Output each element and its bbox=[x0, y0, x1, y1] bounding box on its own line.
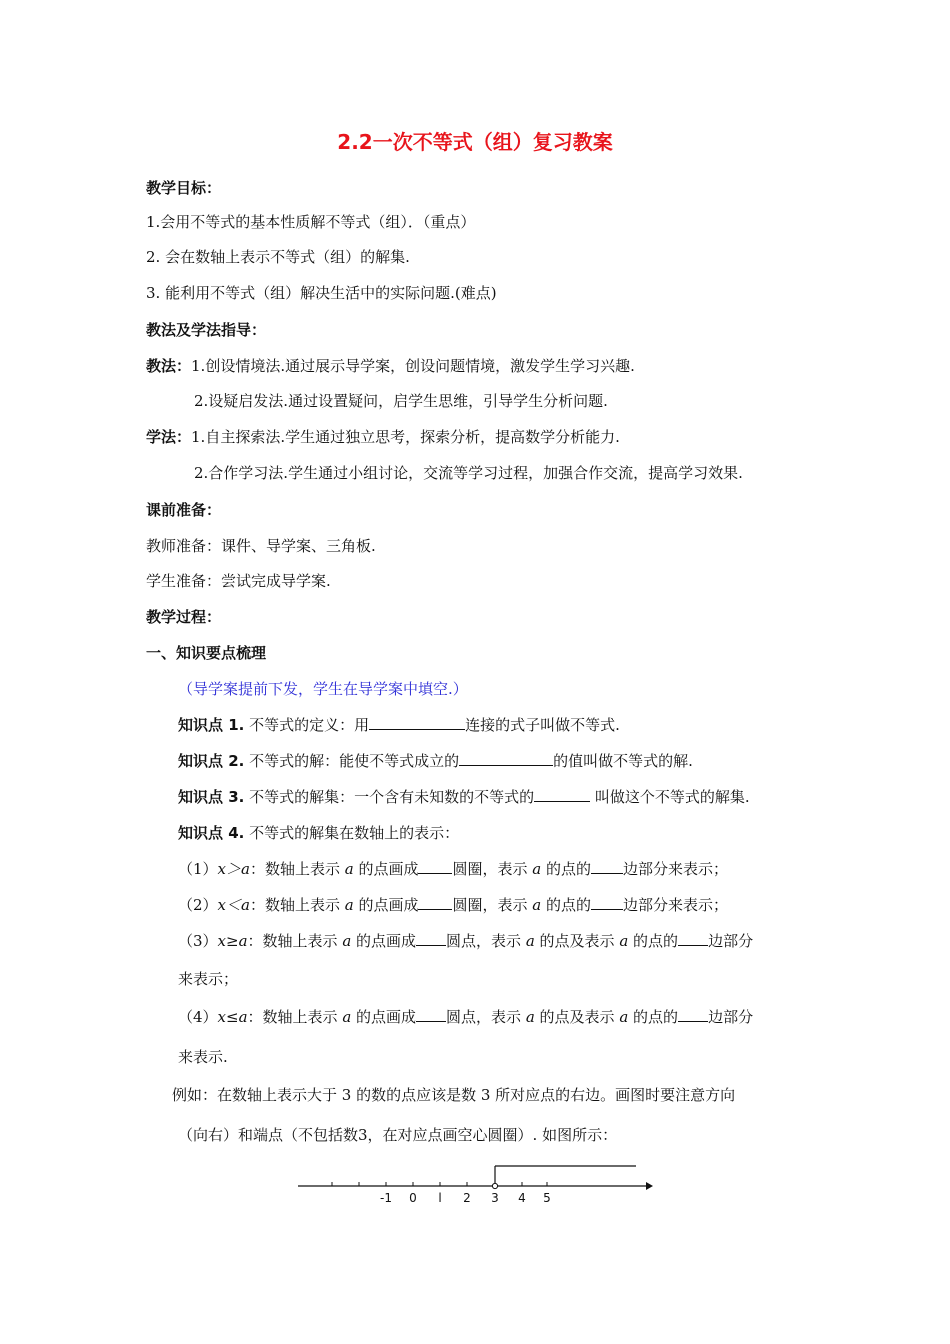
case-text: 边部分 bbox=[708, 1008, 754, 1026]
knowledge-point-2 bbox=[178, 750, 693, 772]
fill-blank bbox=[416, 931, 446, 946]
teacher-prep: 教师准备：课件、导学案、三角板. bbox=[146, 537, 376, 555]
case-relation: x≤a bbox=[217, 1008, 248, 1026]
teach-method-1 bbox=[146, 355, 635, 377]
kp-text: 叫做这个不等式的解集. bbox=[590, 788, 750, 806]
student-prep: 学生准备：尝试完成导学案. bbox=[146, 572, 331, 590]
note-text: （导学案提前下发，学生在导学案中填空.） bbox=[178, 680, 468, 698]
learn-label: 学法： bbox=[146, 428, 192, 446]
case-text: ：数轴上表示 bbox=[247, 1008, 343, 1026]
var-a: a bbox=[525, 1008, 535, 1026]
knowledge-point-1 bbox=[178, 714, 620, 736]
tick-labels bbox=[380, 1191, 551, 1205]
case-3-tail: 来表示； bbox=[178, 970, 239, 988]
case-4 bbox=[178, 1006, 753, 1028]
tick-label: l bbox=[438, 1191, 442, 1205]
kp-text: 不等式的解：能使不等式成立的 bbox=[249, 752, 460, 770]
kp-text: 的值叫做不等式的解. bbox=[553, 752, 693, 770]
case-text: 的点画成 bbox=[353, 860, 419, 878]
case-text: 边部分来表示； bbox=[622, 896, 728, 914]
teach-method-2: 2.设疑启发法.通过设置疑问，启学生思维，引导学生分析问题. bbox=[194, 392, 608, 410]
case-relation: x≥a bbox=[217, 932, 248, 950]
case-text: 的点的 bbox=[541, 860, 591, 878]
kp-text: 不等式的解集在数轴上的表示： bbox=[249, 824, 460, 842]
case-3 bbox=[178, 930, 753, 952]
case-text: 圆圈，表示 bbox=[452, 860, 533, 878]
learn-method-2: 2.合作学习法.学生通过小组讨论，交流等学习过程，加强合作交流，提高学习效果. bbox=[194, 464, 743, 482]
case-text: 的点的 bbox=[541, 896, 591, 914]
kp-label: 知识点 3. bbox=[178, 788, 245, 806]
learn-method-1 bbox=[146, 426, 620, 448]
tick-label: 5 bbox=[543, 1191, 551, 1205]
case-2 bbox=[178, 894, 728, 916]
case-num: （4） bbox=[178, 1008, 218, 1026]
kp-label: 知识点 2. bbox=[178, 752, 245, 770]
arrow-right-icon bbox=[646, 1182, 653, 1190]
case-num: （2） bbox=[178, 896, 218, 914]
var-a: a bbox=[344, 896, 354, 914]
var-a: a bbox=[532, 860, 542, 878]
case-text: 的点的 bbox=[628, 1008, 679, 1026]
number-line-figure bbox=[296, 1158, 656, 1208]
var-a: a bbox=[342, 932, 352, 950]
var-a: a bbox=[619, 932, 629, 950]
open-point-3 bbox=[492, 1183, 497, 1188]
case-1 bbox=[178, 858, 728, 880]
tick-label: -1 bbox=[380, 1191, 392, 1205]
fill-blank bbox=[459, 751, 553, 766]
var-a: a bbox=[344, 860, 354, 878]
var-a: a bbox=[342, 1008, 352, 1026]
kp-label: 知识点 1. bbox=[178, 716, 245, 734]
methods-heading: 教法及学法指导： bbox=[146, 321, 267, 339]
teach-label: 教法： bbox=[146, 357, 192, 375]
tick-label: 3 bbox=[491, 1191, 499, 1205]
case-text: 圆圈，表示 bbox=[452, 896, 533, 914]
fill-blank bbox=[591, 859, 623, 874]
case-text: 的点画成 bbox=[351, 932, 417, 950]
prep-heading: 课前准备： bbox=[146, 501, 222, 519]
case-text: 的点画成 bbox=[353, 896, 419, 914]
case-text: ：数轴上表示 bbox=[249, 896, 345, 914]
fill-blank bbox=[418, 895, 452, 910]
case-text: 的点及表示 bbox=[534, 932, 620, 950]
fill-blank bbox=[678, 931, 708, 946]
fill-blank bbox=[369, 715, 465, 730]
var-a: a bbox=[619, 1008, 629, 1026]
case-num: （1） bbox=[178, 860, 218, 878]
fill-blank bbox=[534, 787, 590, 802]
var-a: a bbox=[532, 896, 542, 914]
kp-text: 连接的式子叫做不等式. bbox=[465, 716, 620, 734]
example-line-2: （向右）和端点（不包括数3，在对应点画空心圆圈）. 如图所示： bbox=[178, 1126, 618, 1144]
case-text: 边部分来表示； bbox=[622, 860, 728, 878]
knowledge-point-4 bbox=[178, 822, 459, 844]
case-text: 圆点，表示 bbox=[446, 1008, 526, 1026]
fill-blank bbox=[416, 1007, 446, 1022]
tick-label: 0 bbox=[409, 1191, 417, 1205]
case-num: （3） bbox=[178, 932, 218, 950]
fill-blank bbox=[418, 859, 452, 874]
case-4-tail: 来表示. bbox=[178, 1048, 228, 1066]
var-a: a bbox=[525, 932, 535, 950]
case-text: ：数轴上表示 bbox=[247, 932, 343, 950]
tick-label: 4 bbox=[518, 1191, 526, 1205]
kp-label: 知识点 4. bbox=[178, 824, 245, 842]
learn-method-text: 1.自主探索法.学生通过独立思考，探索分析，提高数学分析能力. bbox=[191, 428, 620, 446]
process-heading: 教学过程： bbox=[146, 608, 222, 626]
knowledge-point-3 bbox=[178, 786, 750, 808]
case-text: 边部分 bbox=[708, 932, 754, 950]
case-relation: x＜a bbox=[217, 896, 250, 914]
case-text: 的点的 bbox=[628, 932, 679, 950]
objective-item: 2. 会在数轴上表示不等式（组）的解集. bbox=[146, 248, 410, 266]
page-title: 2.2一次不等式（组）复习教案 bbox=[337, 130, 613, 154]
case-text: 圆点，表示 bbox=[446, 932, 526, 950]
fill-blank bbox=[591, 895, 623, 910]
teach-method-text: 1.创设情境法.通过展示导学案，创设问题情境，激发学生学习兴趣. bbox=[191, 357, 635, 375]
objective-item: 1.会用不等式的基本性质解不等式（组）．（重点） bbox=[146, 213, 476, 231]
case-text: ：数轴上表示 bbox=[249, 860, 345, 878]
case-relation: x＞a bbox=[217, 860, 250, 878]
section-heading: 一、知识要点梳理 bbox=[146, 644, 267, 662]
case-text: 的点画成 bbox=[351, 1008, 417, 1026]
kp-text: 不等式的定义：用 bbox=[249, 716, 370, 734]
objective-item: 3. 能利用不等式（组）解决生活中的实际问题.(难点) bbox=[146, 284, 497, 302]
kp-text: 不等式的解集：一个含有未知数的不等式的 bbox=[249, 788, 535, 806]
objectives-heading: 教学目标： bbox=[146, 179, 222, 197]
case-text: 的点及表示 bbox=[534, 1008, 620, 1026]
example-line-1: 例如：在数轴上表示大于 3 的数的点应该是数 3 所对应点的右边。画图时要注意方向 bbox=[172, 1086, 736, 1104]
tick-label: 2 bbox=[463, 1191, 471, 1205]
fill-blank bbox=[678, 1007, 708, 1022]
